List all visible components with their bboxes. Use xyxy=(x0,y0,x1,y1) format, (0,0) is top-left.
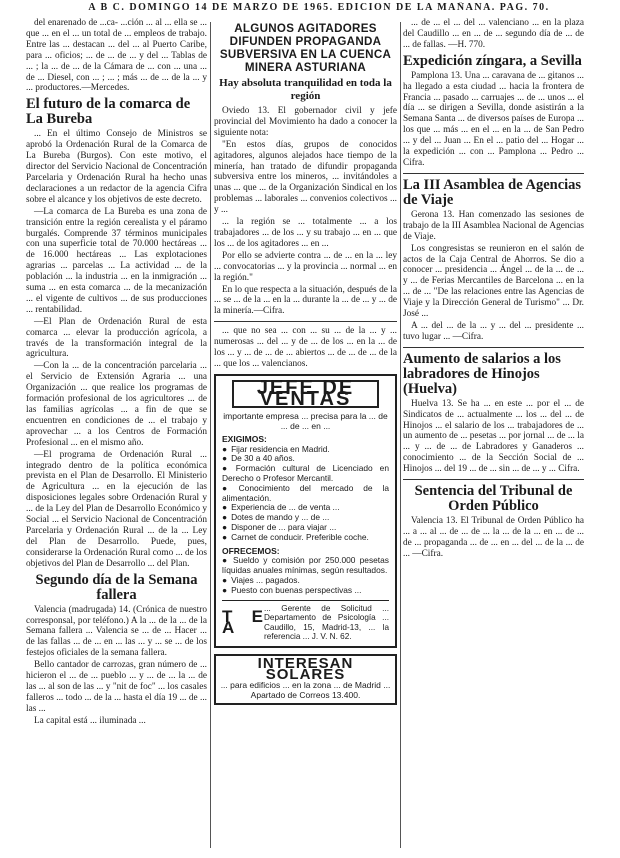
list-item: ● Dotes de mando y ... de ... xyxy=(222,513,389,523)
paragraph: —La comarca de La Bureba es una zona de transición entre la región cerealista y el páramo burgalés. Comprende 37 términos municipales con una superficie total de 70.000 hectáreas ... de 16.000 hectáreas ... Las explotaciones agrarias ... parcelas ... La actividad ... de la población ... la industria ... en la inmigración ... suma ... en esta comarca ... de la mecanización ... el vigente de cultivos ... de sus producciones ... rentabilidad. xyxy=(26,206,207,315)
list-item: ● Experiencia de ... de venta ... xyxy=(222,503,389,513)
paragraph: Bello cantador de carrozas, gran número de ... hicieron el ... de ... pueblo ... y ... de ... la ... de las ... al son de las ... y "nit de foc" ... los casales falleros ... todo ... de la ... hasta el día 19 ... de ... las ... xyxy=(26,660,207,714)
paragraph: En lo que respecta a la situación, después de la ... se ... de la ... en la ... durante la ... de ... y ... de la minería.—Cifra. xyxy=(214,284,397,317)
column-1 xyxy=(26,18,207,854)
list-item: ● De 30 a 40 años. xyxy=(222,454,389,464)
headline-bureba: El futuro de la comarca de La Bureba xyxy=(26,96,191,128)
page-header: A B C. DOMINGO 14 DE MARZO DE 1965. EDICION DE LA MAÑANA. PAG. 70. xyxy=(88,2,550,13)
column-rule-2 xyxy=(400,22,401,848)
paragraph: —El Plan de Ordenación Rural de esta comarca ... elevar la producción agrícola, a través de la transformación integral de la agricultura. xyxy=(26,316,207,360)
list-item: ● Puesto con buenas perspectivas ... xyxy=(222,586,389,596)
tea-block xyxy=(222,600,389,642)
headline-agitadores: ALGUNOS AGITADORES DIFUNDEN PROPAGANDA SUBVERSIVA EN LA CUENCA MINERA ASTURIANA xyxy=(219,22,392,74)
ad-offer-heading: OFRECEMOS: xyxy=(222,545,280,556)
list-item: ● Carnet de conducir. Preferible coche. xyxy=(222,533,389,543)
separator xyxy=(403,173,584,174)
list-item: ● Disponer de ... para viajar ... xyxy=(222,523,389,533)
ad-subtitle: importante empresa ... precisa para la ... de ... de ... en ... xyxy=(223,410,388,431)
interesan-solares-ad xyxy=(214,654,397,705)
ad2-title: INTERESAN SOLARES xyxy=(257,655,354,683)
paragraph: ... que no sea ... con ... su ... de la ... y ... numerosas ... del ... y de ... de los ... en la ... de los ... y ... de ... de ... abiertos ... de ... de ... de la ... que los ... valencianos. xyxy=(214,326,397,369)
paragraph: Por ello se advierte contra ... de ... en la ... ley ... convocatorias ... y la provincia ... normal ... en la región." xyxy=(214,250,397,283)
ad-title: JEFE DE VENTAS xyxy=(232,380,379,408)
paragraph: "En estos días, grupos de conocidos agitadores, algunos alejados hace tiempo de la minería, han tratado de difundir propaganda subversiva entre los mineros, ... invitándoles a unas ... que ... de la Organización Sindical en los problemas ... laborales ... convenios colectivos ... y ... xyxy=(214,139,397,216)
paragraph: Valencia 13. El Tribunal de Orden Público ha ... a ... al ... de ... de ... la ... de la ... en ... de ... de ... propaganda ... de ... en ... del ... de la ... de ... —Cifra. xyxy=(403,516,584,559)
list-item: ● Fijar residencia en Madrid. xyxy=(222,445,389,455)
separator xyxy=(214,321,397,322)
list-item: ● Viajes ... pagados. xyxy=(222,576,389,586)
separator xyxy=(403,347,584,348)
headline-asamblea: La III Asamblea de Agencias de Viaje xyxy=(403,176,582,208)
paragraph: Oviedo 13. El gobernador civil y jefe provincial del Movimiento ha dado a conocer la siguiente nota: xyxy=(214,106,397,138)
intro-paragraph: del enarenado de ...ca- ...ción ... al ... ella se ... que ... en el ... un total de ... empleos de trabajo. Entre las ... destacan ... del ... al Puerto Caribe, para ... oficios; ... de ... de ... y del ... Tablas de ... ; la ... de ... de la Cámara de ... con ... una ... de ... Diesel, con ... ; ... ; más ... de ... de la ... y ... productores.—Mercedes. xyxy=(26,18,207,94)
paragraph: Los congresistas se reunieron en el salón de actos de la Caja Central de Ahorros. Se dio a conocer ... presidencia ... Ángel ... de la ... de ... y ... de Ferias Mercantiles de Barcelona ... en la ... de ... "De las relaciones entre las Agencias de Viaje y la Dirección General de Turismo" ... Dr. José ... xyxy=(403,243,584,320)
tea-logo: T E A xyxy=(222,606,264,637)
paragraph: ... la región se ... totalmente ... a los trabajadores ... de los ... y su trabajo ... en ... que los ... de los agitadores ... en ... xyxy=(214,217,397,249)
paragraph: Pamplona 13. Una ... caravana de ... gitanos ... ha llegado a esta ciudad ... hacia la frontera de Francia ... pasado ... carruajes ... de ... unos ... el día ... se dirigen a Sevilla, donde asistirán a la Semana Santa ... de diversos países de Europa ... los que ... más ... en el ... en la ... de San Pedro ... y del ... Juan ... En el ... patio del ... Hogar ... la expedición ... con ... Pamplona ... Pedro ... Cifra. xyxy=(403,70,584,168)
ad-offer-list xyxy=(222,556,389,595)
tea-text: ... Gerente de Solicitud ... Departamento de Psicología ... Caudillo, 15, Madrid-13, ... la referencia ... J. V. N. 62. xyxy=(264,603,389,642)
paragraph: —Con la ... de la concentración parcelaria ... el Servicio de Extensión Agraria ... una Organización ... que realice los programas de formación profesional de los agricultores ... de las familias agrícolas ... a fin de que se encuentren en condiciones de ... el trabajo y aprovechar ... a los Centros de Formación Profesional ... en el mismo año. xyxy=(26,361,207,448)
paragraph: Gerona 13. Han comenzado las sesiones de trabajo de la III Asamblea Nacional de Agencias de Viaje. xyxy=(403,209,584,242)
list-item: ● Conocimiento del mercado de la alimentación. xyxy=(222,484,389,504)
jefe-de-ventas-ad xyxy=(214,374,397,648)
ad-requirements-heading: EXIGIMOS: xyxy=(222,433,267,444)
column-3 xyxy=(403,18,584,854)
ad2-text: ... para edificios ... en la zona ... de Madrid ... Apartado de Correos 13.400. xyxy=(220,679,391,700)
paragraph: Huelva 13. Se ha ... en este ... por el ... de Sindicatos de ... actualmente ... los ... del ... de Hinojos ... el salario de los ... trabajadores de ... un aumento de ... pesetas ... por jornal ... de ... la ... y ... de ... de Labradores y Ganaderos ... conocimiento ... de la Sección Social de ... Hinojos ... del 19 ... de ... sin ... de ... y ... Cifra. xyxy=(403,398,584,475)
column-2 xyxy=(214,18,397,854)
subheadline-tranquilidad: Hay absoluta tranquilidad en toda la región xyxy=(219,77,392,102)
paragraph: Valencia (madrugada) 14. (Crónica de nuestro corresponsal, por teléfono.) A la ... de la ... de la Semana fallera ... Valencia se ... de ... Hacer ... de las fallas ... de ... en ... las ... y ... se ... de los festejos oficiales de la semana fallera. xyxy=(26,604,207,659)
list-item: ● Formación cultural de Licenciado en Derecho o Profesor Mercantil. xyxy=(222,464,389,484)
separator xyxy=(403,479,584,480)
paragraph: ... En el último Consejo de Ministros se aprobó la Ordenación Rural de la Comarca de La Bureba (Burgos). Con este motivo, el director del Servicio Nacional de Concentración Parcelaria y Ordenación Rural ha hecho unas declaraciones a un redactor de la agencia Cifra sobre el alcance y los objetivos de este decreto. xyxy=(26,129,207,205)
paragraph: La capital está ... iluminada ... xyxy=(34,715,146,726)
headline-semana-fallera: Segundo día de la Semana fallera xyxy=(35,571,198,603)
paragraph: —El programa de Ordenación Rural ... integrado dentro de la política económica prevista en el Plan de Desarrollo. El Ministerio de Agricultura ... en la ejecución de las disposiciones legales sobre Ordenación Rural y ... de la Ley del Plan de Desarrollo Económico y Social ... el Servicio Nacional de Concentración Parcelaria y Ordenación Rural ... de la ... Ley del Plan de Desarrollo. Puede, pues, considerarse la Ordenación Rural como ... de los objetivos del Plan de Desarrollo ... del Plan. xyxy=(26,449,207,569)
headline-salarios: Aumento de salarios a los labradores de Hinojos (Huelva) xyxy=(403,350,561,397)
paragraph: A ... del ... de la ... y ... del ... presidente ... tuvo lugar ... —Cifra. xyxy=(403,320,584,342)
headline-expedicion: Expedición zíngara, a Sevilla xyxy=(403,52,582,69)
list-item: ● Sueldo y comisión por 250.000 pesetas líquidas anuales mínimas, según resultados. xyxy=(222,556,389,576)
ad-requirements-list xyxy=(222,445,389,543)
headline-sentencia: Sentencia del Tribunal de Orden Público xyxy=(414,483,573,515)
column-rule-1 xyxy=(210,22,211,848)
paragraph: ... de ... el ... del ... valenciano ... en la plaza del Caudillo ... en ... de ... segundo día de ... de ... de fallas. —H. 770. xyxy=(403,18,584,50)
